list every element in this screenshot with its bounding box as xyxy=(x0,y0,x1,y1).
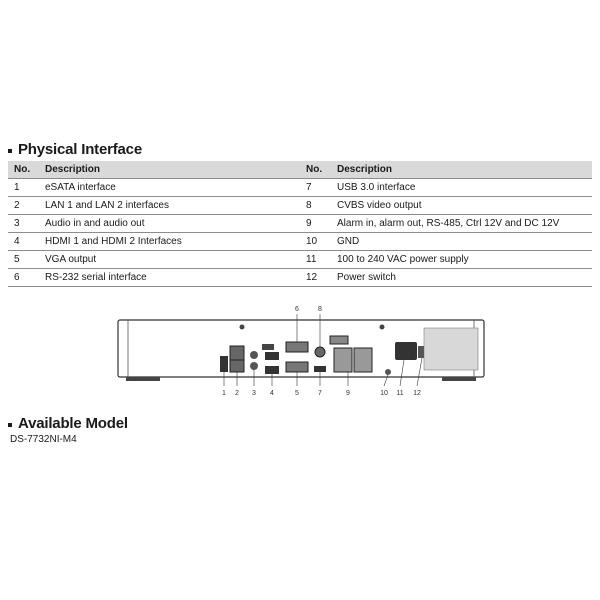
table-row xyxy=(8,179,592,197)
audio-out-port xyxy=(250,362,258,370)
row-no-left: 5 xyxy=(8,251,39,269)
lan2-port xyxy=(230,360,244,372)
callout-2: 2 xyxy=(235,390,239,397)
row-no-right: 12 xyxy=(300,269,331,287)
row-no-right: 9 xyxy=(300,215,331,233)
rs232-port xyxy=(286,342,308,352)
vga-port xyxy=(286,362,308,372)
header-description-right: Description xyxy=(331,161,592,179)
row-no-left: 2 xyxy=(8,197,39,215)
callout-6: 6 xyxy=(295,306,299,313)
row-desc-right: CVBS video output xyxy=(331,197,592,215)
mini-switch xyxy=(262,344,274,350)
hdmi2-port xyxy=(265,366,279,374)
row-desc-right: Power switch xyxy=(331,269,592,287)
audio-in-port xyxy=(250,351,258,359)
row-no-right: 11 xyxy=(300,251,331,269)
available-model-title: Available Model xyxy=(18,415,128,432)
physical-interface-title: Physical Interface xyxy=(18,141,142,158)
ac-power-inlet xyxy=(395,342,417,360)
row-desc-left: LAN 1 and LAN 2 interfaces xyxy=(39,197,300,215)
alarm-terminal-left xyxy=(334,348,352,372)
nvr-rear-panel-diagram xyxy=(112,300,490,400)
header-no-right: No. xyxy=(300,161,331,179)
callout-9: 9 xyxy=(346,390,350,397)
header-no-left: No. xyxy=(8,161,39,179)
callout-8: 8 xyxy=(318,306,322,313)
callout-10: 10 xyxy=(380,390,388,397)
hdmi1-port xyxy=(265,352,279,360)
callout-7: 7 xyxy=(318,390,322,397)
esata-port xyxy=(220,356,228,372)
row-desc-left: HDMI 1 and HDMI 2 Interfaces xyxy=(39,233,300,251)
row-desc-right: 100 to 240 VAC power supply xyxy=(331,251,592,269)
fan-vent xyxy=(424,328,478,370)
row-desc-left: VGA output xyxy=(39,251,300,269)
row-desc-left: eSATA interface xyxy=(39,179,300,197)
table-row xyxy=(8,197,592,215)
callout-11: 11 xyxy=(396,390,404,397)
lan1-port xyxy=(230,346,244,360)
foot-left xyxy=(126,377,160,381)
table-row xyxy=(8,269,592,287)
row-no-left: 3 xyxy=(8,215,39,233)
row-desc-left: Audio in and audio out xyxy=(39,215,300,233)
available-model-heading xyxy=(8,415,128,432)
row-no-left: 1 xyxy=(8,179,39,197)
alarm-terminal-right xyxy=(354,348,372,372)
physical-interface-heading xyxy=(8,141,142,158)
usb3-port xyxy=(314,366,326,372)
cvbs-port xyxy=(315,347,325,357)
callout-5: 5 xyxy=(295,390,299,397)
row-desc-right: GND xyxy=(331,233,592,251)
header-description-left: Description xyxy=(39,161,300,179)
foot-right xyxy=(442,377,476,381)
row-no-left: 6 xyxy=(8,269,39,287)
bullet-icon xyxy=(8,149,12,153)
table-row xyxy=(8,215,592,233)
bullet-icon xyxy=(8,423,12,427)
row-no-right: 8 xyxy=(300,197,331,215)
row-desc-left: RS-232 serial interface xyxy=(39,269,300,287)
model-number: DS-7732NI-M4 xyxy=(10,434,77,445)
interface-table xyxy=(8,161,592,287)
callout-4: 4 xyxy=(270,390,274,397)
callout-1: 1 xyxy=(222,390,226,397)
row-no-right: 10 xyxy=(300,233,331,251)
row-desc-right: Alarm in, alarm out, RS-485, Ctrl 12V and DC 12V xyxy=(331,215,592,233)
row-no-left: 4 xyxy=(8,233,39,251)
callout-3: 3 xyxy=(252,390,256,397)
table-row xyxy=(8,251,592,269)
table-row xyxy=(8,233,592,251)
row-no-right: 7 xyxy=(300,179,331,197)
table-header-row xyxy=(8,161,592,179)
gnd-terminal xyxy=(385,369,391,375)
callout-12: 12 xyxy=(413,390,421,397)
top-connector xyxy=(330,336,348,344)
row-desc-right: USB 3.0 interface xyxy=(331,179,592,197)
